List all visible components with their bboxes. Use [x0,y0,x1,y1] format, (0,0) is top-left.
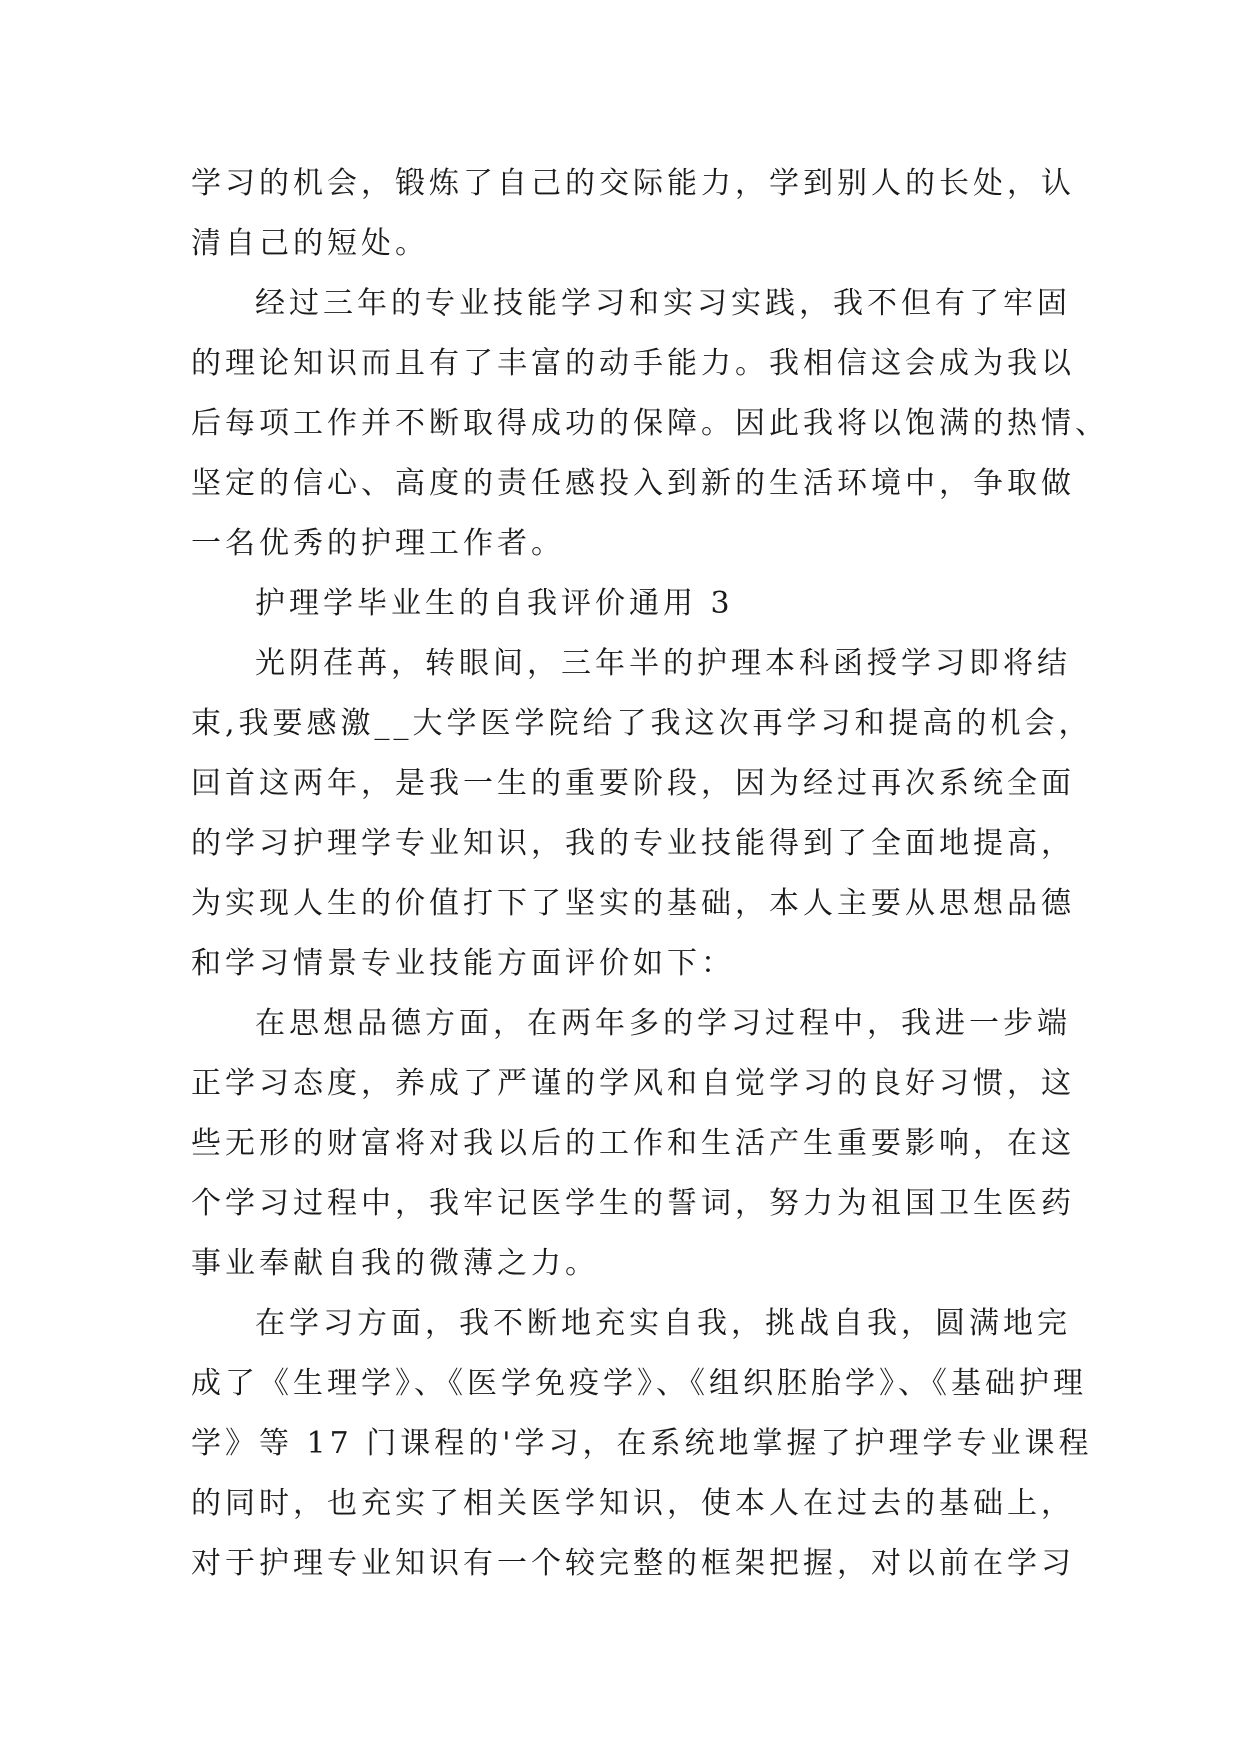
paragraph-start-line: 在学习方面，我不断地充实自我，挑战自我，圆满地完 [255,1306,1071,1341]
document-body [191,154,1109,1594]
text-line: 清自己的短处。 [191,226,429,261]
text-line: 和学习情景专业技能方面评价如下： [191,946,735,981]
text-line: 个学习过程中，我牢记医学生的誓词，努力为祖国卫生医药 [191,1186,1075,1221]
text-line: 些无形的财富将对我以后的工作和生活产生重要影响，在这 [191,1126,1075,1161]
text-line: 正学习态度，养成了严谨的学风和自觉学习的良好习惯，这 [191,1066,1075,1101]
text-line: 的理论知识而且有了丰富的动手能力。我相信这会成为我以 [191,346,1075,381]
text-line: 学习的机会，锻炼了自己的交际能力，学到别人的长处，认 [191,166,1075,201]
text-line: 成了《生理学》、《医学免疫学》、《组织胚胎学》、《基础护理 [191,1366,1087,1401]
text-line: 的同时，也充实了相关医学知识，使本人在过去的基础上， [191,1486,1075,1521]
paragraph-start-line: 经过三年的专业技能学习和实习实践，我不但有了牢固 [255,286,1071,321]
text-line: 坚定的信心、高度的责任感投入到新的生活环境中，争取做 [191,466,1075,501]
section-heading: 护理学毕业生的自我评价通用 3 [255,586,734,621]
paragraph-start-line: 在思想品德方面，在两年多的学习过程中，我进一步端 [255,1006,1071,1041]
text-line: 对于护理专业知识有一个较完整的框架把握，对以前在学习 [191,1546,1075,1581]
text-line: 事业奉献自我的微薄之力。 [191,1246,599,1281]
text-line: 回首这两年，是我一生的重要阶段，因为经过再次系统全面 [191,766,1075,801]
paragraph-start-line: 光阴荏苒，转眼间，三年半的护理本科函授学习即将结 [255,646,1071,681]
text-line: 一名优秀的护理工作者。 [191,526,565,561]
text-line: 束,我要感激__大学医学院给了我这次再学习和提高的机会， [191,706,1093,741]
text-line: 后每项工作并不断取得成功的保障。因此我将以饱满的热情、 [191,406,1109,441]
text-line: 学》等 17 门课程的'学习，在系统地掌握了护理学专业课程 [191,1426,1093,1461]
text-line: 为实现人生的价值打下了坚实的基础，本人主要从思想品德 [191,886,1075,921]
text-line: 的学习护理学专业知识，我的专业技能得到了全面地提高， [191,826,1075,861]
